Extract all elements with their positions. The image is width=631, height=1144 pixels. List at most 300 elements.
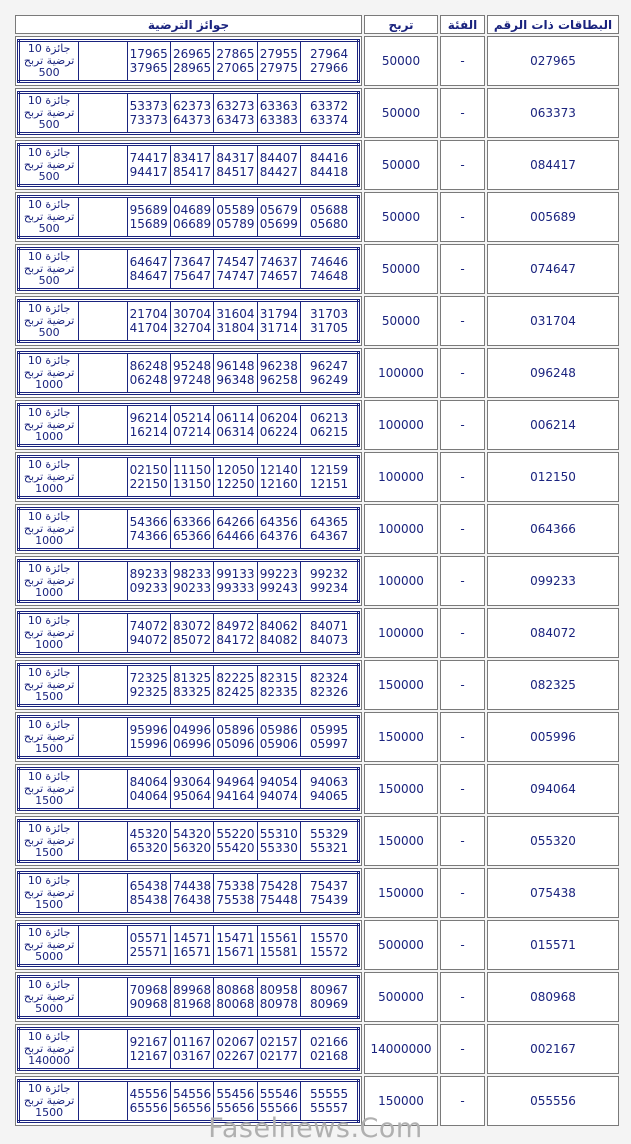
table-row bbox=[15, 504, 619, 554]
consolation-number: 95248 bbox=[172, 359, 212, 373]
consolation-number: 15689 bbox=[129, 217, 168, 231]
consolation-label-line: ترضية تربح bbox=[23, 106, 75, 119]
consolation-label-line: 10 جائزة bbox=[27, 250, 71, 263]
consolation-number: 74646 bbox=[309, 255, 349, 269]
empty-cell bbox=[79, 717, 127, 758]
consolation-number-pair bbox=[127, 613, 170, 654]
consolation-number: 54320 bbox=[172, 827, 212, 841]
consolation-number: 05688 bbox=[309, 203, 349, 217]
table-row bbox=[15, 920, 619, 970]
consolation-number: 76438 bbox=[172, 893, 212, 907]
consolation-number: 55566 bbox=[259, 1101, 298, 1115]
consolation-label-line: 10 جائزة bbox=[27, 874, 71, 887]
consolation-number-pair bbox=[257, 249, 300, 290]
consolation-prizes bbox=[15, 816, 362, 866]
consolation-number: 82425 bbox=[216, 685, 255, 699]
consolation-number-pair bbox=[170, 405, 213, 446]
consolation-label-line: 10 جائزة bbox=[27, 406, 71, 419]
consolation-number-pair bbox=[127, 457, 170, 498]
table-row bbox=[15, 764, 619, 814]
empty-cell bbox=[79, 93, 127, 134]
consolation-number: 41704 bbox=[129, 321, 168, 335]
consolation-table bbox=[17, 611, 360, 655]
consolation-number: 55456 bbox=[216, 1087, 255, 1101]
consolation-number: 74072 bbox=[129, 619, 168, 633]
consolation-number: 27865 bbox=[216, 47, 255, 61]
category-cell: - bbox=[440, 296, 485, 346]
consolation-label bbox=[19, 249, 79, 290]
consolation-number-pair bbox=[301, 353, 359, 394]
category-cell: - bbox=[440, 816, 485, 866]
category-cell: - bbox=[440, 608, 485, 658]
consolation-label bbox=[19, 821, 79, 862]
consolation-number-pair bbox=[170, 665, 213, 706]
consolation-number: 96249 bbox=[309, 373, 349, 387]
consolation-number: 06314 bbox=[216, 425, 255, 439]
consolation-number: 05997 bbox=[309, 737, 349, 751]
consolation-number-pair bbox=[127, 93, 170, 134]
consolation-number-pair bbox=[257, 509, 300, 550]
table-row bbox=[15, 712, 619, 762]
consolation-number: 04689 bbox=[172, 203, 212, 217]
consolation-number-pair bbox=[214, 925, 257, 966]
win-amount: 150000 bbox=[364, 660, 438, 710]
consolation-number: 05679 bbox=[259, 203, 298, 217]
card-number: 099233 bbox=[487, 556, 619, 606]
header-win: تربح bbox=[364, 15, 438, 34]
consolation-number-pair bbox=[301, 41, 359, 82]
consolation-number: 31703 bbox=[309, 307, 349, 321]
consolation-number-pair bbox=[127, 405, 170, 446]
consolation-label-line: ترضية تربح bbox=[23, 262, 75, 275]
consolation-number-pair bbox=[214, 665, 257, 706]
consolation-number-pair bbox=[170, 925, 213, 966]
consolation-number-pair bbox=[127, 665, 170, 706]
consolation-number-pair bbox=[170, 93, 213, 134]
empty-cell bbox=[79, 457, 127, 498]
card-number: 002167 bbox=[487, 1024, 619, 1074]
header-card: البطاقات ذات الرقم bbox=[487, 15, 619, 34]
header-prizes: جوائز الترضية bbox=[15, 15, 362, 34]
win-amount: 50000 bbox=[364, 88, 438, 138]
consolation-label-line: 10 جائزة bbox=[27, 666, 71, 679]
consolation-label-line: 10 جائزة bbox=[27, 510, 71, 523]
consolation-number-pair bbox=[170, 769, 213, 810]
consolation-number: 55546 bbox=[259, 1087, 298, 1101]
table-row bbox=[15, 244, 619, 294]
consolation-number-pair bbox=[301, 561, 359, 602]
consolation-label-line: 5000 bbox=[35, 950, 64, 963]
consolation-number-pair bbox=[170, 301, 213, 342]
consolation-number: 15996 bbox=[129, 737, 168, 751]
consolation-label bbox=[19, 1029, 79, 1070]
consolation-label bbox=[19, 457, 79, 498]
consolation-number: 64365 bbox=[309, 515, 349, 529]
consolation-prizes bbox=[15, 712, 362, 762]
consolation-label-line: 500 bbox=[38, 274, 60, 287]
consolation-number-pair bbox=[257, 301, 300, 342]
consolation-label-line: ترضية تربح bbox=[23, 366, 75, 379]
consolation-number: 74637 bbox=[259, 255, 298, 269]
category-cell: - bbox=[440, 348, 485, 398]
card-number: 006214 bbox=[487, 400, 619, 450]
consolation-number: 84073 bbox=[309, 633, 349, 647]
consolation-number: 64356 bbox=[259, 515, 298, 529]
consolation-number: 63372 bbox=[309, 99, 349, 113]
consolation-number: 74366 bbox=[129, 529, 168, 543]
consolation-number: 83325 bbox=[172, 685, 212, 699]
consolation-number: 12167 bbox=[129, 1049, 168, 1063]
consolation-number-pair bbox=[301, 457, 359, 498]
card-number: 082325 bbox=[487, 660, 619, 710]
consolation-label bbox=[19, 93, 79, 134]
consolation-number: 94063 bbox=[309, 775, 349, 789]
consolation-number: 55330 bbox=[259, 841, 298, 855]
empty-cell bbox=[79, 769, 127, 810]
consolation-number: 63383 bbox=[259, 113, 298, 127]
win-amount: 50000 bbox=[364, 36, 438, 86]
consolation-label-line: 10 جائزة bbox=[27, 770, 71, 783]
card-number: 005996 bbox=[487, 712, 619, 762]
consolation-number: 06224 bbox=[259, 425, 298, 439]
empty-cell bbox=[79, 821, 127, 862]
consolation-number-pair bbox=[127, 561, 170, 602]
consolation-label-line: 1500 bbox=[35, 898, 64, 911]
consolation-table bbox=[17, 923, 360, 967]
consolation-number: 12250 bbox=[216, 477, 255, 491]
consolation-number: 37965 bbox=[129, 61, 168, 75]
consolation-number-pair bbox=[214, 41, 257, 82]
consolation-prizes bbox=[15, 244, 362, 294]
consolation-number: 82225 bbox=[216, 671, 255, 685]
win-amount: 14000000 bbox=[364, 1024, 438, 1074]
consolation-label-line: 500 bbox=[38, 66, 60, 79]
consolation-number-pair bbox=[214, 613, 257, 654]
consolation-label bbox=[19, 717, 79, 758]
consolation-number-pair bbox=[127, 977, 170, 1018]
consolation-label-line: ترضية تربح bbox=[23, 1042, 75, 1055]
consolation-label-line: 500 bbox=[38, 326, 60, 339]
consolation-number-pair bbox=[214, 821, 257, 862]
consolation-label-line: 10 جائزة bbox=[27, 198, 71, 211]
consolation-prizes bbox=[15, 504, 362, 554]
consolation-number-pair bbox=[214, 93, 257, 134]
consolation-number: 02168 bbox=[309, 1049, 349, 1063]
consolation-label bbox=[19, 405, 79, 446]
table-row bbox=[15, 400, 619, 450]
consolation-label-line: ترضية تربح bbox=[23, 886, 75, 899]
consolation-prizes bbox=[15, 348, 362, 398]
empty-cell bbox=[79, 1029, 127, 1070]
consolation-number: 80068 bbox=[216, 997, 255, 1011]
consolation-number: 85072 bbox=[172, 633, 212, 647]
consolation-number: 93064 bbox=[172, 775, 212, 789]
consolation-number: 06213 bbox=[309, 411, 349, 425]
header-row bbox=[15, 15, 619, 34]
consolation-number: 02177 bbox=[259, 1049, 298, 1063]
consolation-number: 75428 bbox=[259, 879, 298, 893]
consolation-number: 21704 bbox=[129, 307, 168, 321]
empty-cell bbox=[79, 925, 127, 966]
consolation-label-line: 10 جائزة bbox=[27, 926, 71, 939]
consolation-label-line: 10 جائزة bbox=[27, 614, 71, 627]
consolation-label bbox=[19, 41, 79, 82]
consolation-number: 84647 bbox=[129, 269, 168, 283]
consolation-label-line: 1000 bbox=[35, 378, 64, 391]
consolation-number: 63374 bbox=[309, 113, 349, 127]
consolation-number: 97248 bbox=[172, 373, 212, 387]
consolation-number: 54556 bbox=[172, 1087, 212, 1101]
table-row bbox=[15, 36, 619, 86]
card-number: 031704 bbox=[487, 296, 619, 346]
consolation-number: 02150 bbox=[129, 463, 168, 477]
consolation-number-pair bbox=[257, 41, 300, 82]
consolation-number: 80967 bbox=[309, 983, 349, 997]
card-number: 064366 bbox=[487, 504, 619, 554]
consolation-label-line: 10 جائزة bbox=[27, 562, 71, 575]
consolation-label bbox=[19, 665, 79, 706]
consolation-label-line: ترضية تربح bbox=[23, 522, 75, 535]
consolation-number: 12050 bbox=[216, 463, 255, 477]
consolation-table bbox=[17, 559, 360, 603]
consolation-number-pair bbox=[127, 769, 170, 810]
consolation-table bbox=[17, 143, 360, 187]
card-number: 080968 bbox=[487, 972, 619, 1022]
consolation-number: 81968 bbox=[172, 997, 212, 1011]
consolation-table bbox=[17, 767, 360, 811]
consolation-number: 11150 bbox=[172, 463, 212, 477]
consolation-number: 96238 bbox=[259, 359, 298, 373]
consolation-number-pair bbox=[170, 561, 213, 602]
category-cell: - bbox=[440, 1076, 485, 1126]
consolation-prizes bbox=[15, 400, 362, 450]
consolation-number: 85438 bbox=[129, 893, 168, 907]
consolation-number-pair bbox=[301, 873, 359, 914]
win-amount: 100000 bbox=[364, 400, 438, 450]
consolation-number: 84062 bbox=[259, 619, 298, 633]
table-row bbox=[15, 192, 619, 242]
consolation-number-pair bbox=[127, 873, 170, 914]
consolation-number: 02067 bbox=[216, 1035, 255, 1049]
consolation-label-line: 1500 bbox=[35, 794, 64, 807]
consolation-number-pair bbox=[301, 249, 359, 290]
consolation-number: 12140 bbox=[259, 463, 298, 477]
card-number: 084072 bbox=[487, 608, 619, 658]
consolation-number: 80958 bbox=[259, 983, 298, 997]
win-amount: 100000 bbox=[364, 608, 438, 658]
consolation-number: 55329 bbox=[309, 827, 349, 841]
consolation-table bbox=[17, 299, 360, 343]
consolation-number: 22150 bbox=[129, 477, 168, 491]
card-number: 096248 bbox=[487, 348, 619, 398]
consolation-number: 74417 bbox=[129, 151, 168, 165]
consolation-number: 94417 bbox=[129, 165, 168, 179]
consolation-number-pair bbox=[301, 509, 359, 550]
consolation-number: 82315 bbox=[259, 671, 298, 685]
consolation-number: 90968 bbox=[129, 997, 168, 1011]
consolation-number: 55321 bbox=[309, 841, 349, 855]
consolation-number: 27955 bbox=[259, 47, 298, 61]
consolation-number: 82324 bbox=[309, 671, 349, 685]
consolation-label-line: 10 جائزة bbox=[27, 302, 71, 315]
consolation-number: 74438 bbox=[172, 879, 212, 893]
consolation-number: 63473 bbox=[216, 113, 255, 127]
consolation-number: 31794 bbox=[259, 307, 298, 321]
consolation-label-line: ترضية تربح bbox=[23, 470, 75, 483]
consolation-number: 55310 bbox=[259, 827, 298, 841]
consolation-number-pair bbox=[301, 717, 359, 758]
consolation-number: 06248 bbox=[129, 373, 168, 387]
consolation-label-line: ترضية تربح bbox=[23, 418, 75, 431]
consolation-number-pair bbox=[214, 249, 257, 290]
consolation-number: 99243 bbox=[259, 581, 298, 595]
consolation-number: 55656 bbox=[216, 1101, 255, 1115]
consolation-label-line: ترضية تربح bbox=[23, 990, 75, 1003]
consolation-table bbox=[17, 91, 360, 135]
win-amount: 100000 bbox=[364, 504, 438, 554]
consolation-number: 96348 bbox=[216, 373, 255, 387]
win-amount: 150000 bbox=[364, 868, 438, 918]
consolation-number: 80978 bbox=[259, 997, 298, 1011]
consolation-number: 96247 bbox=[309, 359, 349, 373]
consolation-number: 55557 bbox=[309, 1101, 349, 1115]
consolation-number: 95689 bbox=[129, 203, 168, 217]
consolation-prizes bbox=[15, 556, 362, 606]
table-row bbox=[15, 348, 619, 398]
win-amount: 100000 bbox=[364, 452, 438, 502]
consolation-number-pair bbox=[257, 93, 300, 134]
category-cell: - bbox=[440, 972, 485, 1022]
consolation-number: 75538 bbox=[216, 893, 255, 907]
consolation-number-pair bbox=[170, 457, 213, 498]
empty-cell bbox=[79, 353, 127, 394]
empty-cell bbox=[79, 509, 127, 550]
consolation-number-pair bbox=[127, 249, 170, 290]
consolation-number-pair bbox=[301, 925, 359, 966]
card-number: 084417 bbox=[487, 140, 619, 190]
consolation-number: 73373 bbox=[129, 113, 168, 127]
consolation-number: 31804 bbox=[216, 321, 255, 335]
consolation-number: 14571 bbox=[172, 931, 212, 945]
consolation-label bbox=[19, 509, 79, 550]
consolation-number: 80868 bbox=[216, 983, 255, 997]
empty-cell bbox=[79, 873, 127, 914]
win-amount: 150000 bbox=[364, 1076, 438, 1126]
consolation-label-line: ترضية تربح bbox=[23, 626, 75, 639]
empty-cell bbox=[79, 41, 127, 82]
consolation-number: 06215 bbox=[309, 425, 349, 439]
consolation-number: 99232 bbox=[309, 567, 349, 581]
consolation-number-pair bbox=[170, 41, 213, 82]
card-number: 063373 bbox=[487, 88, 619, 138]
consolation-label-line: ترضية تربح bbox=[23, 158, 75, 171]
consolation-table bbox=[17, 871, 360, 915]
consolation-label-line: ترضية تربح bbox=[23, 730, 75, 743]
consolation-label-line: 1000 bbox=[35, 534, 64, 547]
consolation-number: 27975 bbox=[259, 61, 298, 75]
consolation-number: 05571 bbox=[129, 931, 168, 945]
consolation-number: 55555 bbox=[309, 1087, 349, 1101]
consolation-number: 74547 bbox=[216, 255, 255, 269]
consolation-number: 32704 bbox=[172, 321, 212, 335]
consolation-number: 74747 bbox=[216, 269, 255, 283]
empty-cell bbox=[79, 977, 127, 1018]
consolation-number: 96214 bbox=[129, 411, 168, 425]
consolation-number-pair bbox=[170, 1029, 213, 1070]
consolation-number-pair bbox=[257, 197, 300, 238]
consolation-number-pair bbox=[214, 769, 257, 810]
consolation-number: 84418 bbox=[309, 165, 349, 179]
consolation-number: 31714 bbox=[259, 321, 298, 335]
consolation-number: 99133 bbox=[216, 567, 255, 581]
consolation-label bbox=[19, 769, 79, 810]
table-row bbox=[15, 660, 619, 710]
consolation-number: 02157 bbox=[259, 1035, 298, 1049]
consolation-number-pair bbox=[170, 249, 213, 290]
consolation-number-pair bbox=[214, 509, 257, 550]
consolation-number-pair bbox=[214, 717, 257, 758]
consolation-label-line: 10 جائزة bbox=[27, 94, 71, 107]
consolation-number: 15471 bbox=[216, 931, 255, 945]
consolation-number: 96148 bbox=[216, 359, 255, 373]
consolation-prizes bbox=[15, 36, 362, 86]
consolation-label-line: ترضية تربح bbox=[23, 678, 75, 691]
card-number: 094064 bbox=[487, 764, 619, 814]
consolation-label bbox=[19, 353, 79, 394]
consolation-number: 56556 bbox=[172, 1101, 212, 1115]
consolation-number-pair bbox=[214, 353, 257, 394]
consolation-label-line: 1500 bbox=[35, 690, 64, 703]
consolation-number: 15570 bbox=[309, 931, 349, 945]
consolation-number-pair bbox=[257, 145, 300, 186]
consolation-number: 06114 bbox=[216, 411, 255, 425]
consolation-label-line: 10 جائزة bbox=[27, 1082, 71, 1095]
consolation-number: 75647 bbox=[172, 269, 212, 283]
consolation-number: 99234 bbox=[309, 581, 349, 595]
consolation-label-line: 500 bbox=[38, 170, 60, 183]
table-row bbox=[15, 88, 619, 138]
consolation-number-pair bbox=[170, 873, 213, 914]
consolation-number: 94065 bbox=[309, 789, 349, 803]
consolation-number: 05995 bbox=[309, 723, 349, 737]
consolation-number: 16214 bbox=[129, 425, 168, 439]
consolation-number: 25571 bbox=[129, 945, 168, 959]
consolation-number: 06996 bbox=[172, 737, 212, 751]
consolation-number: 82326 bbox=[309, 685, 349, 699]
consolation-number-pair bbox=[127, 197, 170, 238]
empty-cell bbox=[79, 665, 127, 706]
consolation-prizes bbox=[15, 660, 362, 710]
table-row bbox=[15, 140, 619, 190]
consolation-label bbox=[19, 613, 79, 654]
consolation-number: 80969 bbox=[309, 997, 349, 1011]
category-cell: - bbox=[440, 556, 485, 606]
consolation-number: 16571 bbox=[172, 945, 212, 959]
consolation-number: 83072 bbox=[172, 619, 212, 633]
consolation-prizes bbox=[15, 452, 362, 502]
watermark: Faselnews.Com bbox=[208, 1113, 423, 1144]
consolation-label-line: ترضية تربح bbox=[23, 1094, 75, 1107]
consolation-number-pair bbox=[257, 1029, 300, 1070]
consolation-number: 94054 bbox=[259, 775, 298, 789]
consolation-number-pair bbox=[214, 301, 257, 342]
consolation-table bbox=[17, 715, 360, 759]
consolation-number: 07214 bbox=[172, 425, 212, 439]
consolation-number-pair bbox=[214, 457, 257, 498]
consolation-number: 05214 bbox=[172, 411, 212, 425]
consolation-number-pair bbox=[257, 665, 300, 706]
empty-cell bbox=[79, 145, 127, 186]
